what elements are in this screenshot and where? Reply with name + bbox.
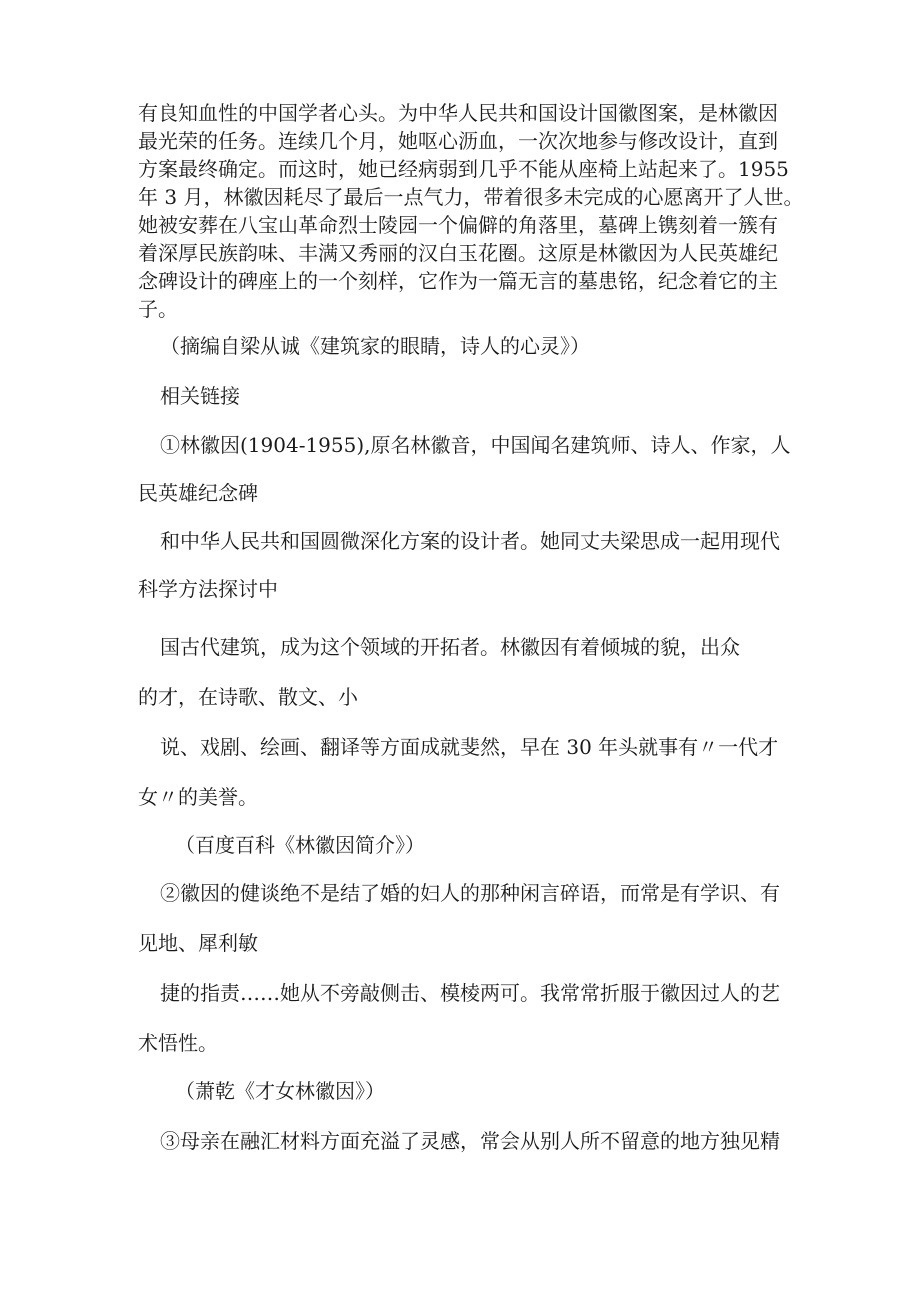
body-line: 方案最终确定。而这时，她已经病弱到几乎不能从座椅上站起来了。1955 bbox=[138, 157, 789, 181]
body-line: 有良知血性的中国学者心头。为中华人民共和国设计国徽图案，是林徽因 bbox=[138, 101, 778, 125]
link1-line: ①林徽因(1904-1955),原名林徽音，中国闻名建筑师、诗人、作家，人 bbox=[160, 433, 791, 457]
body-line: 最光荣的任务。连续几个月，她呕心沥血，一次次地参与修改设计，直到 bbox=[138, 129, 778, 153]
source-citation: （摘编自梁从诚《建筑家的眼睛，诗人的心灵》） bbox=[160, 334, 590, 358]
link2-line: 捷的指责……她从不旁敲侧击、模棱两可。我常常折服于徽因过人的艺 bbox=[160, 981, 780, 1005]
link2-line: 见地、犀利敏 bbox=[138, 931, 258, 955]
body-line: 子。 bbox=[138, 297, 178, 321]
body-line: 着深厚民族韵味、丰满又秀丽的汉白玉花圈。这原是林徽因为人民英雄纪 bbox=[138, 241, 778, 265]
link2-line: 术悟性。 bbox=[138, 1031, 218, 1055]
link2-line: ②徽因的健谈绝不是结了婚的妇人的那种闲言碎语，而常是有学识、有 bbox=[160, 881, 780, 905]
link1-line: 女〃的美誉。 bbox=[138, 785, 258, 809]
body-line: 年 3 月，林徽因耗尽了最后一点气力，带着很多未完成的心愿离开了人世。 bbox=[138, 185, 804, 209]
body-line: 念碑设计的碑座上的一个刻样，它作为一篇无言的墓患铭，纪念着它的主 bbox=[138, 269, 778, 293]
link3-line: ③母亲在融汇材料方面充溢了灵感，常会从别人所不留意的地方独见精 bbox=[160, 1129, 780, 1153]
link1-line: 的才，在诗歌、散文、小 bbox=[138, 685, 358, 709]
link1-source: （百度百科《林徽因简介》） bbox=[175, 833, 425, 857]
link2-source: （萧乾《才女林徽因》） bbox=[175, 1079, 385, 1103]
link1-line: 说、戏剧、绘画、翻译等方面成就斐然，早在 30 年头就事有〃一代才 bbox=[160, 735, 779, 759]
link1-line: 国古代建筑，成为这个领域的开拓者。林徽因有着倾城的貌，出众 bbox=[160, 635, 740, 659]
related-links-heading: 相关链接 bbox=[160, 384, 240, 408]
link1-line: 民英雄纪念碑 bbox=[138, 481, 258, 505]
body-line: 她被安葬在八宝山革命烈士陵园一个偏僻的角落里，墓碑上镌刻着一簇有 bbox=[138, 213, 778, 237]
link1-line: 科学方法探讨中 bbox=[138, 577, 278, 601]
link1-line: 和中华人民共和国圆微深化方案的设计者。她同丈夫梁思成一起用现代 bbox=[160, 529, 780, 553]
